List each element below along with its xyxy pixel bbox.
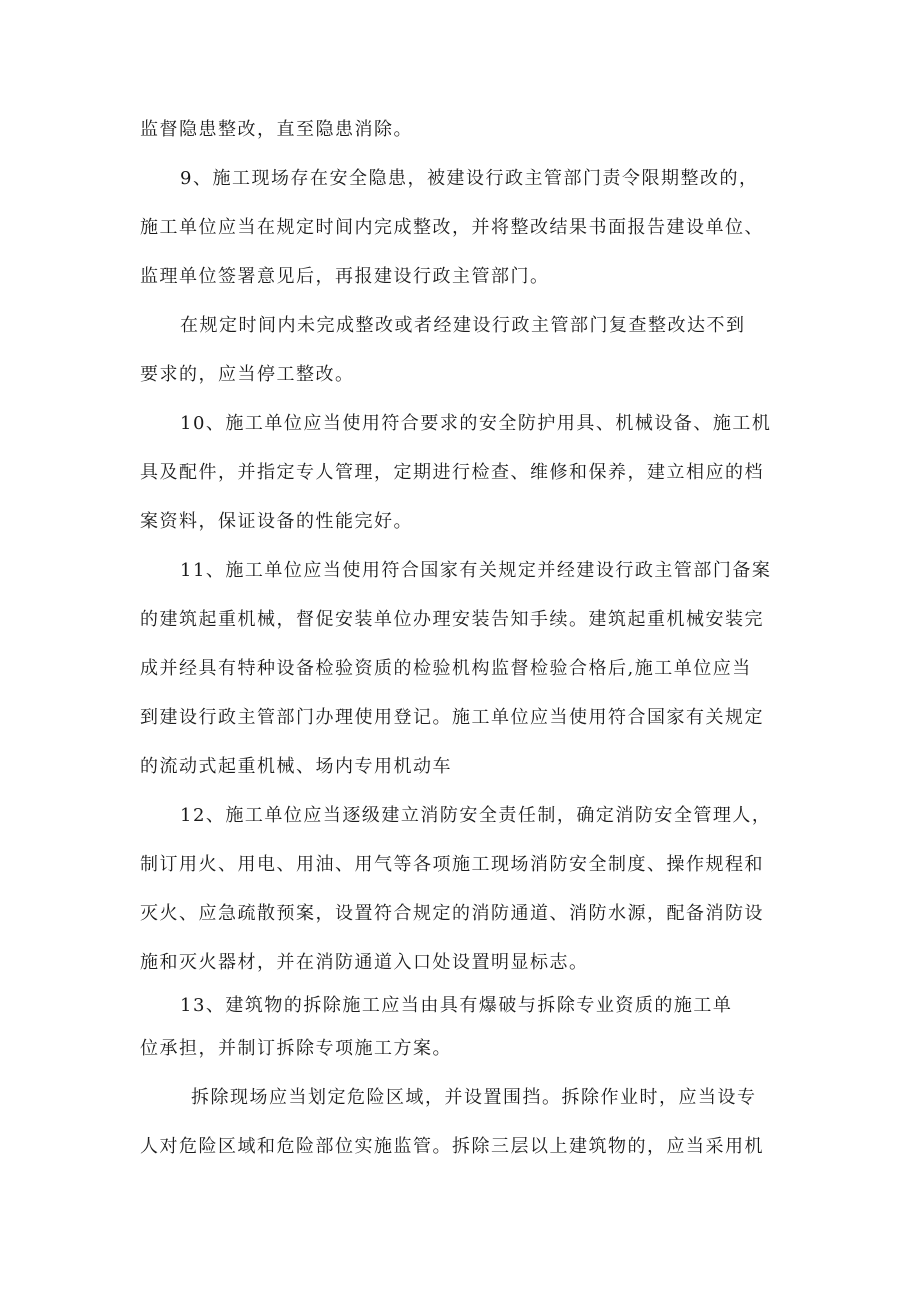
- text-line: 13、建筑物的拆除施工应当由具有爆破与拆除专业资质的施工单: [180, 995, 733, 1016]
- text-line: 案资料，保证设备的性能完好。: [140, 511, 413, 532]
- text-line: 到建设行政主管部门办理使用登记。施工单位应当使用符合国家有关规定: [140, 707, 764, 728]
- text-line: 具及配件，并指定专人管理，定期进行检查、维修和保养，建立相应的档: [140, 462, 764, 483]
- text-line: 位承担，并制订拆除专项施工方案。: [140, 1038, 452, 1059]
- text-line: 的建筑起重机械，督促安装单位办理安装告知手续。建筑起重机械安装完: [140, 609, 764, 630]
- text-line: 拆除现场应当划定危险区域，并设置围挡。拆除作业时，应当设专: [191, 1087, 757, 1108]
- text-line: 监理单位签署意见后，再报建设行政主管部门。: [140, 266, 550, 287]
- text-line: 10、施工单位应当使用符合要求的安全防护用具、机械设备、施工机: [180, 413, 772, 434]
- text-line: 12、施工单位应当逐级建立消防安全责任制，确定消防安全管理人，: [180, 805, 772, 826]
- text-line: 人对危险区域和危险部位实施监管。拆除三层以上建筑物的，应当采用机: [140, 1136, 764, 1157]
- text-line: 在规定时间内未完成整改或者经建设行政主管部门复查整改达不到: [180, 315, 746, 336]
- text-line: 11、施工单位应当使用符合国家有关规定并经建设行政主管部门备案: [180, 560, 772, 581]
- text-line: 的流动式起重机械、场内专用机动车: [140, 756, 452, 777]
- text-line: 监督隐患整改，直至隐患消除。: [140, 119, 413, 140]
- text-line: 制订用火、用电、用油、用气等各项施工现场消防安全制度、操作规程和: [140, 854, 764, 875]
- text-line: 施工单位应当在规定时间内完成整改，并将整改结果书面报告建设单位、: [140, 217, 764, 238]
- text-line: 施和灭火器材，并在消防通道入口处设置明显标志。: [140, 952, 589, 973]
- text-line: 9、施工现场存在安全隐患，被建设行政主管部门责令限期整改的，: [180, 168, 759, 189]
- text-line: 成并经具有特种设备检验资质的检验机构监督检验合格后,施工单位应当: [140, 658, 752, 679]
- text-line: 要求的，应当停工整改。: [140, 364, 355, 385]
- text-line: 灭火、应急疏散预案，设置符合规定的消防通道、消防水源，配备消防设: [140, 903, 764, 924]
